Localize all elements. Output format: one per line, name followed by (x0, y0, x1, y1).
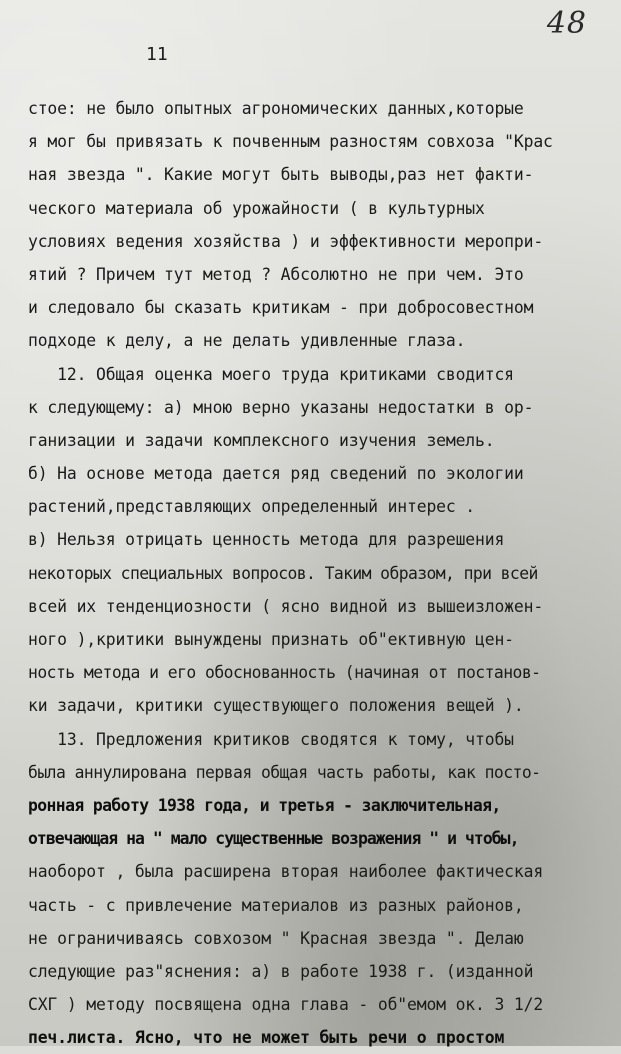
body-line: к следующему: а) мною верно указаны недостатки в ор- (28, 397, 534, 417)
body-line: не ограничиваясь совхозом " Красная звезда ". Делаю (28, 928, 524, 948)
body-line: ки задачи, критики существующего положения вещей ). (28, 696, 524, 716)
body-line: ного ),критики вынуждены признать об"ективную цен- (28, 630, 514, 649)
body-line: наоборот , была расширена вторая наиболее фактическая (28, 862, 544, 882)
folio-handwritten-number: 48 (546, 6, 587, 41)
body-line: ная звезда ". Какие могут быть выводы,раз нет факти- (28, 165, 534, 185)
body-line: стое: не было опытных агрономических данных,которые (28, 99, 524, 118)
body-line: отвечающая на " мало существенные возражения " и чтобы, (28, 829, 519, 849)
body-line: условиях ведения хозяйства ) и эффективности меропри- (28, 231, 544, 251)
body-line: всей их тенденциозности ( ясно видной из вышеизложен- (28, 596, 544, 616)
page-number: 11 (146, 44, 168, 65)
body-line: 12. Общая оценка моего труда критиками сводится (28, 364, 514, 384)
body-line: ческого материала об урожайности ( в культурных (28, 198, 485, 218)
body-line: и следовало бы сказать критикам - при добросовестном (28, 298, 534, 318)
body-line: некоторых специальных вопросов. Таким образом, при всей (28, 563, 538, 583)
body-line: б) На основе метода дается ряд сведений по экологии (28, 464, 524, 484)
body-line: печ.листа. Ясно, что не может быть речи о простом (28, 1028, 505, 1048)
body-line: растений,представляющих определенный интерес . (28, 497, 476, 517)
body-line: ронная работу 1938 года, и третья - заключительная, (28, 795, 501, 815)
body-line: ность метода и его обоснованность (начиная от постанов- (28, 663, 541, 683)
body-line: в) Нельзя отрицать ценность метода для разрешения (28, 530, 505, 550)
body-line: была аннулирована первая общая часть работы, как посто- (28, 762, 541, 782)
body-line: следующие раз"яснения: а) в работе 1938 г. (изданной (28, 961, 534, 981)
body-line: часть - с привлечение материалов из разных районов, (28, 895, 524, 915)
body-line: подходе к делу, а не делать удивленные глаза. (28, 331, 466, 351)
body-line: ганизации и задачи комплексного изучения земель. (28, 430, 495, 450)
body-line: 13. Предложения критиков сводятся к тому, чтобы (28, 729, 514, 749)
body-line: я мог бы привязать к почвенным разностям совхоза "Крас (28, 132, 553, 152)
body-line: ятий ? Причем тут метод ? Абсолютно не при чем. Это (28, 264, 524, 284)
body-line: СХГ ) методу посвящена одна глава - об"емом ок. 3 1/2 (28, 995, 544, 1015)
typewritten-body (0, 92, 621, 1054)
